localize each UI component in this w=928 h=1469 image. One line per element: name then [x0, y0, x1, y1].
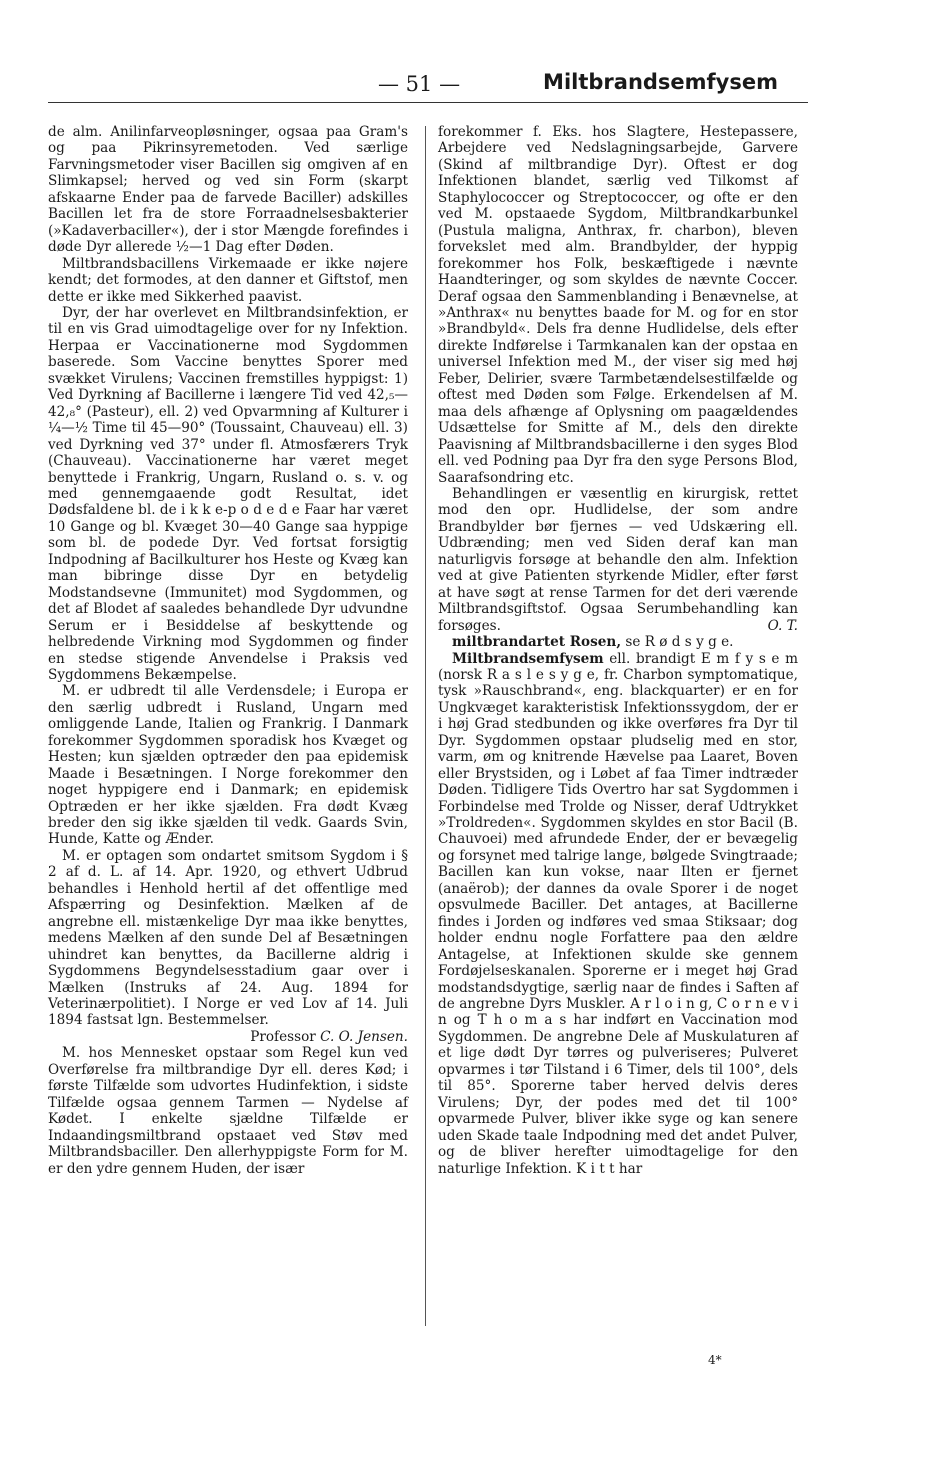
left-column	[48, 124, 408, 1177]
entry-text: se R ø d s y g e.	[621, 634, 734, 651]
signature-name: C. O. Jensen.	[320, 1028, 408, 1045]
paragraph	[438, 486, 798, 634]
header-rule	[48, 102, 808, 103]
dictionary-entry	[438, 651, 798, 1178]
right-column	[438, 124, 798, 1177]
dictionary-entry	[438, 634, 798, 650]
entry-text: ell. brandigt E m f y s e m (norsk R a s l e s y g e, fr. Charbon symptomatique, tysk »Rauschbrand«, eng. blackquarter) er en for Ungkvæget karakteristisk Infektionssygdom, der er i høj Grad stedbunden og ikke overføres fra Dyr til Dyr. Sygdommen opstaar pludselig med en stor, varm, øm og knitrende Hævelse paa Laaret, Boven eller Brystsiden, og i Løbet af faa Timer indtræder Døden. Tidligere Tids Overtro har sat Sygdommen i Forbindelse med Trolde og Nisser, deraf Udtrykket »Troldreden«. Sygdommen skyldes en stor Bacil (B. Chauvoei) med afrundede Ender, der er bevægelig og forsynet med talrige lange, bølgede Svingtraade; Bacillen kan kun vokse, naar Ilten er fjernet (anaërob); der dannes da ovale Sporer i de noget opsvulmede Baciller. Det antages, at Bacillerne findes i Jorden og indføres ved smaa Stiksaar; dog holder endnu nogle Forfattere paa den ældre Antagelse, at Infektionen skulde ske gennem Fordøjelseskanalen. Sporerne er i meget høj Grad modstandsdygtige, særlig naar de findes i Saften af de angrebne Dyrs Muskler. A r l o i n g, C o r n e v i n og T h o m a s har indført en Vaccination mod Sygdommen. De angrebne Dele af Muskulaturen af et lige dødt Dyr tørres og pulveriseres; Pulveret opvarmes i tør Tilstand i 6 Timer, dels til 100°, dels til 85°. Sporerne taber herved delvis deres Virulens; Dyr, der podes med det til 100° opvarmede Pulver, bliver ikke syge og kan senere uden Skade taale Indpodning med det andet Pulver, og de bliver herefter uimodtagelige for den naturlige Infektion. K i t t har	[438, 650, 798, 1177]
paragraph: forekommer f. Eks. hos Slagtere, Hestepassere, Arbejdere ved Nedslagningsarbejde, Garvere (Skind af miltbrandige Dyr). Oftest er dog Infektionen blandet, særlig ved Tilkomst af Staphylococcer og Streptococcer, og ofte er den ved M. opstaaede Sygdom, Miltbrandkarbunkel (Pustula maligna, Anthrax, fr. charbon), bleven forvekslet med alm. Brandbylder, der hyppig forekommer hos Folk, beskæftigede i nævnte Haandteringer, og som skyldes de nævnte Coccer. Deraf ogsaa den Sammenblanding i Benævnelse, at »Anthrax« nu benyttes baade for M. og for en stor »Brandbyld«. Dels fra denne Hudlidelse, dels efter direkte Indførelse i Tarmkanalen kan der opstaa en universel Infektion med M., der viser sig med høj Feber, Delirier, svære Tarmbetændelsestilfælde og oftest med Døden som Følge. Erkendelsen af M. maa dels afhænge af Oplysning om paagældendes Udsættelse for Smitte af M., dels den direkte Paavisning af Miltbrandsbacillerne i den syges Blod ell. ved Podning paa Dyr fra den syge Persons Blod, Saarafsondring etc.	[438, 124, 798, 486]
column-divider	[425, 126, 426, 1326]
paragraph: M. er optagen som ondartet smitsom Sygdom i § 2 af d. L. af 14. Apr. 1920, og ethvert Udbrud behandles i Henhold hertil af det offentlige med Afspærring og Desinfektion. Mælken af de angrebne ell. mistænkelige Dyr maa ikke benyttes, medens Mælken af den sunde Del af Besætningen uhindret kan benyttes, da Bacillerne aldrig i Sygdommens Begyndelsesstadium gaar over i Mælken (Instruks af 24. Aug. 1894 for Veterinærpolitiet). I Norge er ved Lov af 14. Juli 1894 fastsat lgn. Bestemmelser.	[48, 847, 408, 1029]
page-header	[48, 72, 808, 106]
entry-headword: Miltbrandsemfysem	[452, 650, 604, 667]
paragraph: M. hos Mennesket opstaar som Regel kun ved Overførelse fra miltbrandige Dyr ell. deres Kød; i første Tilfælde som udvortes Hudinfektion, i sidste Tilfælde ogsaa gennem Tarmen — Nydelse af Kødet. I enkelte sjældne Tilfælde er Indaandingsmiltbrand opstaaet ved Støv med Miltbrandsbaciller. Den allerhyppigste Form for M. er den ydre gennem Huden, der især	[48, 1045, 408, 1177]
page-number: — 51 —	[378, 72, 461, 96]
paragraph-text: Behandlingen er væsentlig en kirurgisk, rettet mod den opr. Hudlidelse, der som andre Brandbylder bør fjernes — ved Udskæring ell. Udbrænding; men ved Siden deraf kan man naturligvis forsøge at behandle den alm. Infektion ved at give Patienten styrkende Midler, efter først at have søgt at rense Tarmen for det deri værende Miltbrandsgiftstof. Ogsaa Serumbehandling kan forsøges.	[438, 485, 798, 634]
running-head: Miltbrandsemfysem	[543, 70, 778, 94]
paragraph: de alm. Anilinfarveopløsninger, ogsaa paa Gram's og paa Pikrinsyremetoden. Ved særlige Farvningsmetoder viser Bacillen sig omgiven af en Slimkapsel; herved og ved sin Form (skarpt afskaarne Ender paa de farvede Baciller) adskilles Bacillen let fra de store Forraadnelsesbakterier (»Kadaverbaciller«), der i stor Mængde forefindes i døde Dyr allerede ½—1 Dag efter Døden.	[48, 124, 408, 256]
entry-headword: miltbrandartet Rosen,	[452, 634, 622, 651]
author-signature	[48, 1029, 408, 1045]
paragraph: M. er udbredt til alle Verdensdele; i Europa er den særlig udbredt i Rusland, Ungarn med omliggende Lande, Italien og Frankrig. I Danmark forekommer Sygdommen sporadisk hos Kvæget og Hesten; kun sjælden optræder den paa epidemisk Maade i Besætningen. I Norge forekommer den noget hyppigere end i Danmark; en epidemisk Optræden er her ikke sjælden. Fra dødt Kvæg breder den sig ikke sjælden til vedk. Gaards Svin, Hunde, Katte og Ænder.	[48, 683, 408, 848]
author-signature: O. T.	[767, 617, 798, 634]
signature-mark: 4*	[708, 1353, 722, 1367]
paragraph: Dyr, der har overlevet en Miltbrandsinfektion, er til en vis Grad uimodtagelige over for ny Infektion. Herpaa er Vaccinationerne mod Sygdommen baserede. Som Vaccine benyttes Sporer med svækket Virulens; Vaccinen fremstilles hyppigst: 1) Ved Dyrkning af Bacillerne i længere Tid ved 42,₅—42,₈° (Pasteur), ell. 2) ved Opvarmning af Kulturer i ¼—½ Time til 45—90° (Toussaint, Chauveau) ell. 3) ved Dyrkning ved 37° under fl. Atmosfærers Tryk (Chauveau). Vaccinationerne har været meget benyttede i Frankrig, Ungarn, Rusland o. s. v. og med gennemgaaende godt Resultat, idet Dødsfaldene bl. de i k k e-p o d e d e Faar har været 10 Gange og bl. Kvæget 30—40 Gange saa hyppige som bl. de podede Dyr. Ved fortsat forsigtig Indpodning af Bacilkulturer hos Heste og Kvæg kan man bibringe disse Dyr en betydelig Modstandsevne (Immunitet) mod Sygdommen, og det af Blodet af saaledes behandlede Dyr udvundne Serum er i Besiddelse af beskyttende og helbredende Virkning mod Sygdommen og finder en stedse stigende Anvendelse i Praksis ved Sygdommens Bekæmpelse.	[48, 304, 408, 683]
paragraph: Miltbrandsbacillens Virkemaade er ikke nøjere kendt; det formodes, at den danner et Giftstof, men dette er ikke med Sikkerhed paavist.	[48, 255, 408, 305]
signature-title: Professor	[250, 1028, 316, 1045]
